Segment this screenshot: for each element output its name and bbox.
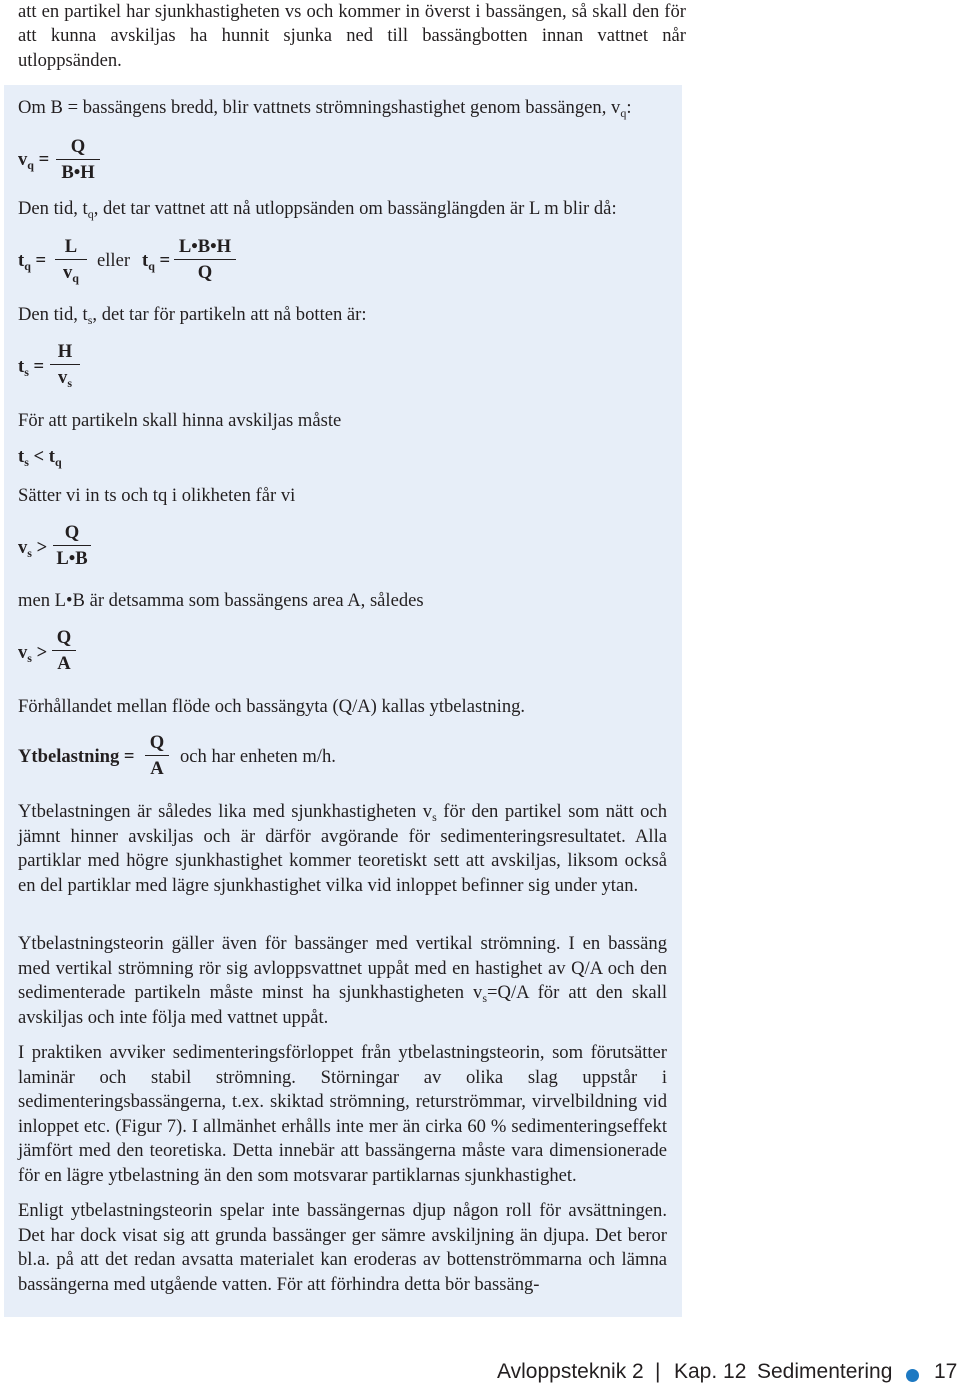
eq7-unit-text: och har enheten m/h. — [180, 746, 336, 767]
eq2-or: eller — [97, 250, 131, 271]
footer-chapter: Kap. 12 — [674, 1360, 747, 1383]
paragraph-4: Enligt ytbelastningsteorin spelar inte bassängernas djup någon roll för avsättningen. Det har dock visat sig att grunda bassänger ger sämre avskiljning än djupa. Det beror bl.a. på att det redan avsatta materialet kan eroderas av bottenströmmarna och lämna bassängerna med utgående vatten. För att förhindra detta bör bassäng- — [18, 1200, 667, 1295]
flow-velocity-text: Om B = bassängens bredd, blir vattnets strömningshastighet genom bassängen, $v_q$: — [18, 97, 632, 120]
page-footer — [497, 1360, 960, 1390]
eq2-lhs: $t_q$ = — [18, 250, 47, 273]
substitute-text: Sätter vi in ts och tq i olikheten får vi — [18, 485, 296, 506]
ratio-text: Förhållandet mellan flöde och bassängyta (Q/A) kallas ytbelastning. — [18, 696, 526, 717]
condition-text: För att partikeln skall hinna avskiljas måste — [18, 410, 342, 431]
eq4-inequality: $t_s < t_q$ — [18, 446, 62, 469]
eq6-fraction: Q A — [52, 626, 76, 675]
footer-bullet-icon — [906, 1369, 919, 1382]
paragraph-1: Ytbelastningen är således lika med sjunkhastigheten $v_s$ för den partikel som nätt och jämnt hinner avskiljas och är därför avgörande för sedimenteringsresultatet. Alla partiklar med högre sjunkhastighet kommer teoretiskt sett att avskiljas, liksom också en del partiklar med lägre sjunkhastighet vilka vid inloppet befinner sig under ytan. — [18, 801, 667, 896]
eq1-lhs: $v_q$ = — [18, 149, 50, 172]
footer-page-number: 17 — [934, 1360, 958, 1383]
area-text: men L•B är detsamma som bassängens area A, således — [18, 590, 424, 611]
eq2-lhs2: $t_q$ = — [142, 250, 171, 273]
intro-paragraph: att en partikel har sjunkhastigheten vs och kommer in överst i bassängen, så skall den för att kunna avskiljas ha hunnit sjunka ned till bassängbotten innan vattnet når utloppsänden. — [18, 1, 686, 71]
settle-time-text: Den tid, $t_s$, det tar för partikeln att nå botten är: — [18, 304, 367, 327]
eq5-fraction: Q L•B — [53, 521, 91, 570]
paragraph-2: Ytbelastningsteorin gäller även för bassänger med vertikal strömning. I en bassäng med vertikal strömning rör sig avloppsvattnet uppåt med en hastighet av Q/A och den sedimenterade partikeln måste minst ha sjunkhastigheten $v_s=Q/A$ för att den skall avskiljas och inte följa med vattnet uppåt. — [18, 933, 667, 1028]
footer-book-title: Avloppsteknik 2 — [497, 1360, 644, 1383]
eq2-fraction2: L•B•H Q — [174, 235, 236, 284]
outlet-time-text: Den tid, $t_q$, det tar vattnet att nå utloppsänden om bassänglängden är L m blir då: — [18, 198, 617, 221]
footer-separator: | — [655, 1360, 661, 1383]
eq3-lhs: $t_s$ = — [18, 356, 45, 379]
eq3-fraction: H $v_s$ — [50, 340, 80, 389]
eq5-lhs: $v_s$ > — [18, 537, 48, 560]
eq2-fraction: L $v_q$ — [55, 235, 87, 284]
eq7-lhs: Ytbelastning = — [18, 746, 135, 767]
paragraph-3: I praktiken avviker sedimenteringsförloppet från ytbelastningsteorin, som förutsätter laminär och stabil strömning. Störningar av olika slag uppstår i sedimenteringsbassängerna, t.ex. skiktad strömning, returströmmar, virvelbildning vid inloppet etc. (Figur 7). I allmänhet erhålls inte mer än cirka 60 % sedimenteringseffekt jämfört med den teoretiska. Detta innebär att bassängerna måste vara dimensionerade för en lägre ytbelastning än den som motsvarar partiklarnas sjunkhastighet. — [18, 1042, 667, 1186]
eq6-lhs: $v_s$ > — [18, 642, 48, 665]
footer-section: Sedimentering — [757, 1360, 893, 1383]
eq1-fraction: Q B•H — [56, 135, 100, 184]
eq7-fraction: Q A — [145, 731, 169, 780]
